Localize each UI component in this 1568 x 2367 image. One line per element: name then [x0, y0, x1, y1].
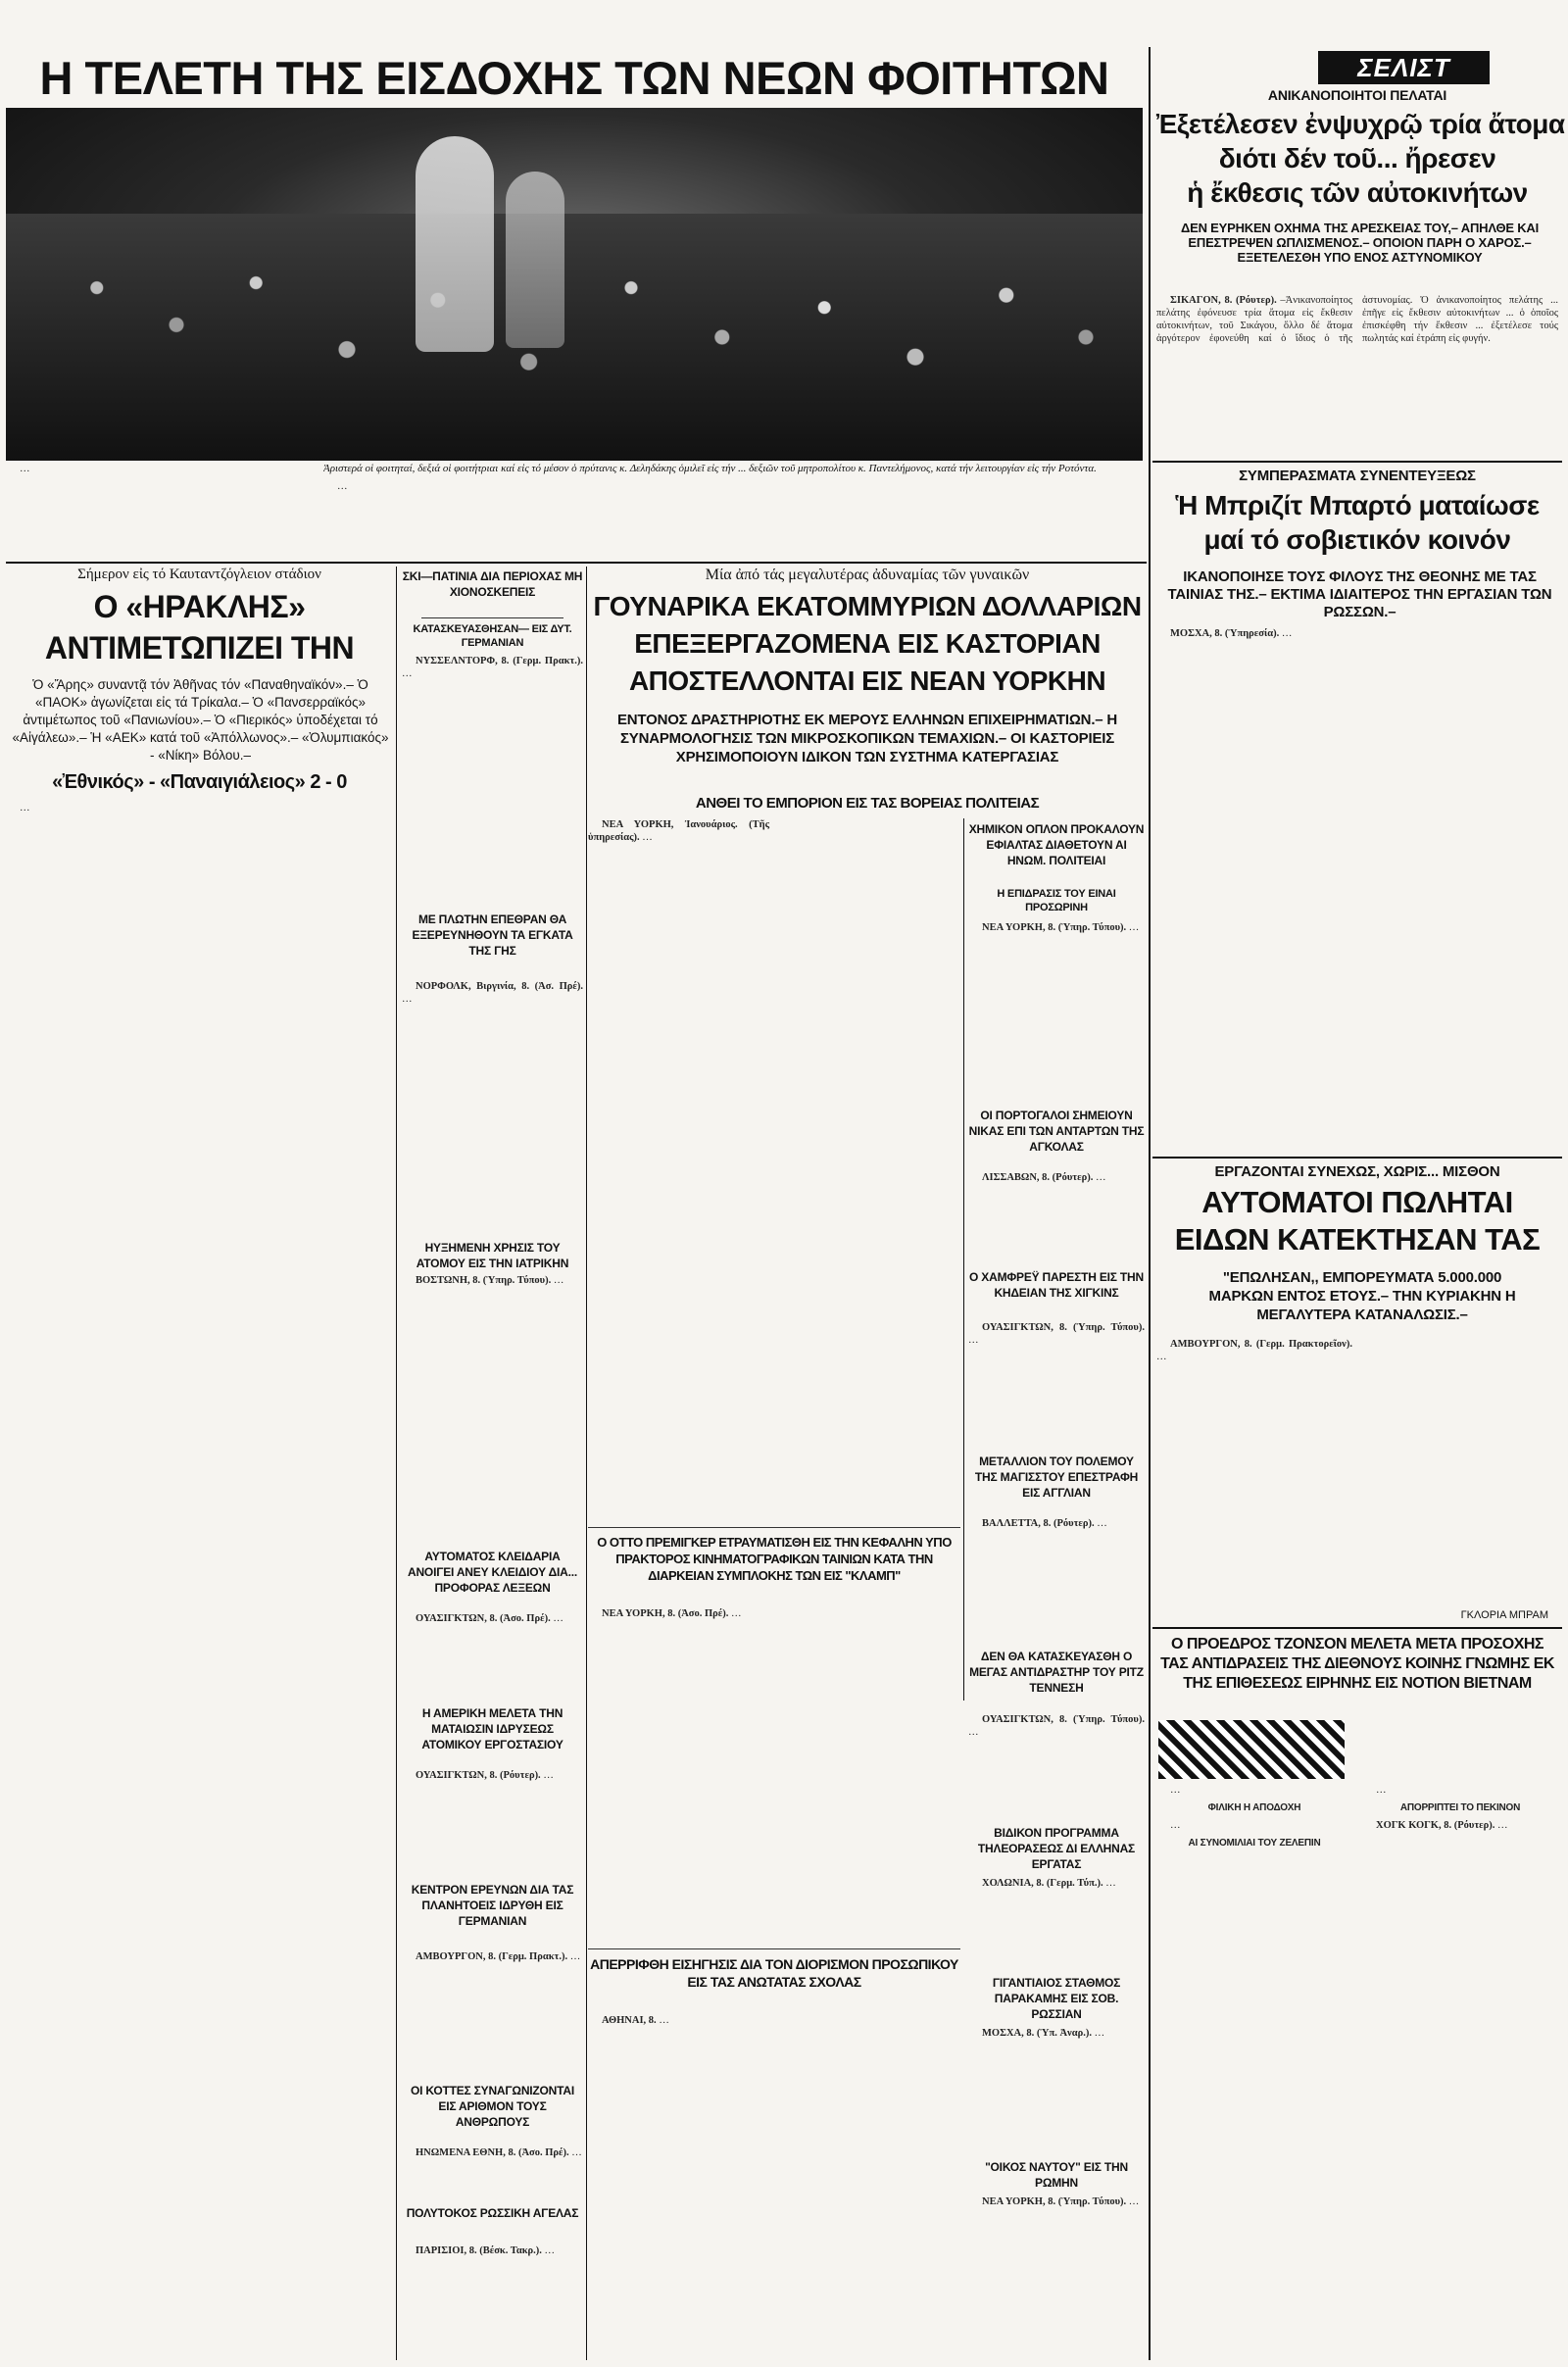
- chemical-body: ΝΕΑ ΥΟΡΚΗ, 8. (Ὑπηρ. Τύπου). …: [982, 922, 1140, 933]
- ship-body: ΝΕΑ ΥΟΡΚΗ, 8. (Ὑπηρ. Τύπου). …: [982, 2196, 1140, 2207]
- locks-headline: ΑΥΤΟΜΑΤΟΣ ΚΛΕΙΔΑΡΙΑ ΑΝΟΙΓΕΙ ΑΝΕΥ ΚΛΕΙΔΙΟΥ ΔΙΑ... ΠΡΟΦΟΡΑΣ ΛΕΞΕΩΝ: [408, 1550, 577, 1595]
- portugal-body: ΛΙΣΣΑΒΩΝ, 8. (Ρόυτερ). …: [982, 1172, 1106, 1183]
- medal-headline: ΜΕΤΑΛΛΙΟΝ ΤΟΥ ΠΟΛΕΜΟΥ ΤΗΣ ΜΑΓΙΣΣΤΟΥ ΕΠΕΣΤΡΑΦΗ ΕΙΣ ΑΓΓΛΙΑΝ: [974, 1455, 1139, 1500]
- right-divider-2: [1152, 1157, 1562, 1159]
- right-top-subhead: ΔΕΝ ΕΥΡΗΚΕΝ ΟΧΗΜΑ ΤΗΣ ΑΡΕΣΚΕΙΑΣ ΤΟΥ,– ΑΠΗΛΘΕ ΚΑΙ ΕΠΕΣΤΡΕΨΕΝ ΩΠΛΙΣΜΕΝΟΣ.– ΟΠΟΙΟΝ ΠΑΡΗ Ο ΧΑΡΟΣ.– ΕΞΕΤΕΛΕΣΘΗ ΥΠΟ ΕΝΟΣ ΑΣΤΥΝΟΜΙΚΟΥ: [1180, 221, 1540, 265]
- sports-divider: [396, 567, 397, 2360]
- ship-headline: "ΟΙΚΟΣ ΝΑΥΤΟΥ" ΕΙΣ ΤΗΝ ΡΩΜΗΝ: [985, 2160, 1128, 2190]
- ski-body: ΝΥΣΣΕΛΝΤΟΡΦ, 8. (Γερμ. Πρακτ.). …: [402, 656, 583, 679]
- ceremony-text: …: [20, 464, 30, 474]
- bees-body: ΗΝΩΜΕΝΑ ΕΘΝΗ, 8. (Ἀσο. Πρέ). …: [416, 2147, 582, 2158]
- pilot-body: ΝΟΡΦΟΛΚ, Βιργινία, 8. (Ἀσ. Πρέ). …: [402, 981, 583, 1005]
- rejection-body: ΑΘΗΝΑΙ, 8. …: [602, 2015, 669, 2026]
- ski-kicker: ΚΑΤΑΣΚΕΥΑΣΘΗΣΑΝ— ΕΙΣ ΔΥΤ. ΓΕΡΜΑΝΙΑΝ: [413, 623, 572, 649]
- photo-divider: [6, 562, 1147, 564]
- rejection-headline: ΑΠΕΡΡΙΦΘΗ ΕΙΣΗΓΗΣΙΣ ΔΙΑ ΤΟΝ ΔΙΟΡΙΣΜΟΝ ΠΡΟΣΩΠΙΚΟΥ ΕΙΣ ΤΑΣ ΑΝΩΤΑΤΑΣ ΣΧΟΛΑΣ: [590, 1956, 958, 1990]
- premier-body: ΝΕΑ ΥΟΡΚΗ, 8. (Ἀσο. Πρέ). …: [602, 1608, 742, 1619]
- sports-kicker: Σήμερον εἰς τό Καυταντζόγλειον στάδιον: [77, 567, 321, 582]
- tv-headline: ΒΙΔΙΚΟΝ ΠΡΟΓΡΑΜΜΑ ΤΗΛΕΟΡΑΣΕΩΣ ΔΙ ΕΛΛΗΝΑΣ ΕΡΓΑΤΑΣ: [977, 1826, 1136, 1871]
- section-logo: ΣΕΛΙΣΤ: [1318, 51, 1490, 84]
- sports-score-line: «Ἐθνικός» - «Παναιγιάλειος» 2 - 0: [52, 771, 347, 793]
- tennessee-body: ΟΥΑΣΙΓΚΤΩΝ, 8. (Ὑπηρ. Τύπου). …: [968, 1714, 1145, 1738]
- chemical-subhead: Η ΕΠΙΔΡΑΣΙΣ ΤΟΥ ΕΙΝΑΙ ΠΡΟΣΩΡΙΝΗ: [997, 888, 1116, 913]
- atomic-headline: Η ΑΜΕΡΙΚΗ ΜΕΛΕΤΑ ΤΗΝ ΜΑΤΑΙΩΣΙΝ ΙΔΡΥΣΕΩΣ ΑΤΟΜΙΚΟΥ ΕΡΓΟΣΤΑΣΙΟΥ: [421, 1706, 564, 1751]
- portugal-headline: ΟΙ ΠΟΡΤΟΓΑΛΟΙ ΣΗΜΕΙΟΥΝ ΝΙΚΑΣ ΕΠΙ ΤΩΝ ΑΝΤΑΡΤΩΝ ΤΗΣ ΑΓΚΟΛΑΣ: [968, 1109, 1145, 1154]
- sports-body: …: [20, 803, 30, 814]
- center-headline: ΓΟΥΝΑΡΙΚΑ ΕΚΑΤΟΜΜΥΡΙΩΝ ΔΟΛΛΑΡΙΩΝ ΕΠΕΞΕΡΓΑΖΟΜΕΝΑ ΕΙΣ ΚΑΣΤΟΡΙΑΝ ΑΠΟΣΤΕΛΛΟΝΤΑΙ ΕΙΣ ΝΕΑΝ ΥΟΡΚΗΝ: [593, 591, 1142, 696]
- right-mid-kicker: ΣΥΜΠΕΡΑΣΜΑΤΑ ΣΥΝΕΝΤΕΥΞΕΩΣ: [1239, 468, 1476, 484]
- humphrey-body: ΟΥΑΣΙΓΚΤΩΝ, 8. (Ὑπηρ. Τύπου). …: [968, 1322, 1145, 1346]
- right-top-body: ΣΙΚΑΓΟΝ, 8. (Ρόυτερ). –Ἀνικανοποίητος πελάτης ἐφόνευσε τρία ἄτομα εἰς ἔκθεσιν αὐτοκινήτων, τοῦ Σικάγου, ὅλλο δέ ἄτομα ἀργότερον ἐφονεύθη καί ὁ ἴδιος ὁ τῆς ἀστυνομίας. Ὁ ἀνικανοποίητος πελάτης ... ἐπῆγε εἰς ἔκθεσιν αὐτοκινήτων ... ὁ ὁποῖος ἐπισκέφθη τήν ἔκθεσιν ... ἐξετέλεσε τούς πωλητάς καί ἐτράπη εἰς φυγήν.: [1156, 295, 1558, 344]
- right-bottom-headline: Ο ΠΡΟΕΔΡΟΣ ΤΖΟΝΣΟΝ ΜΕΛΕΤΑ ΜΕΤΑ ΠΡΟΣΟΧΗΣ ΤΑΣ ΑΝΤΙΔΡΑΣΕΙΣ ΤΗΣ ΔΙΕΘΝΟΥΣ ΚΟΙΝΗΣ ΓΝΩΜΗΣ ΕΚ ΤΗΣ ΕΠΙΘΕΣΕΩΣ ΕΙΡΗΝΗΣ ΕΙΣ ΝΟΤΙΟΝ ΒΙΕΤΝΑΜ: [1160, 1636, 1554, 1692]
- ski-headline: ΣΚΙ—ΠΑΤΙΝΙΑ ΔΙΑ ΠΕΡΙΟΧΑΣ ΜΗ ΧΙΟΝΟΣΚΕΠΕΙΣ: [402, 569, 583, 599]
- column-divider: [1149, 47, 1151, 2360]
- narrow-divider: [586, 567, 587, 2360]
- right-top-kicker: ΑΝΙΚΑΝΟΠΟΙΗΤΟΙ ΠΕΛΑΤΑΙ: [1267, 87, 1447, 103]
- right-top-headline-1: Ἐξετέλεσεν ἐνψυχρῷ τρία ἄτομα: [1156, 109, 1565, 139]
- right-mid-body: ΜΟΣΧΑ, 8. (Ὑπηρεσία). …: [1170, 628, 1293, 639]
- sports-subhead: Ὁ «Ἄρης» συναντᾷ τόν Ἀθῆνας τόν «Παναθηναϊκόν».– Ὁ «ΠΑΟΚ» ἀγωνίζεται εἰς τά Τρίκαλα.– Ὁ «Πανσερραϊκός» ἀντιμέτωπος τοῦ «Πανιωνίου».– Ὁ «Πιερικός» ὑποδέχεται τό «Αἰγάλεω».– Ἡ «ΑΕΚ» κατά τοῦ «Ἀπόλλωνος».– «Ὀλυμπιακός» - «Νίκη» Βόλου.–: [12, 677, 389, 763]
- center-section: ΑΝΘΕΙ ΤΟ ΕΜΠΟΡΙΟΝ ΕΙΣ ΤΑΣ ΒΟΡΕΙΑΣ ΠΟΛΙΤΕΙΑΣ: [695, 795, 1040, 812]
- photo-caption: Ἀριστερά οἱ φοιτηταί, δεξιά οἱ φοιτήτριαι καί εἰς τό μέσον ὁ πρύτανις κ. Δεληδάκης ὁμιλεῖ εἰς τήν ... δεξιῶν τοῦ μητροπολίτου κ. Παντελήμονος, κατά τήν λειτουργίαν εἰς τήν Ροτόντα.: [323, 463, 1097, 474]
- center-subhead: ΕΝΤΟΝΟΣ ΔΡΑΣΤΗΡΙΟΤΗΣ ΕΚ ΜΕΡΟΥΣ ΕΛΛΗΝΩΝ ΕΠΙΧΕΙΡΗΜΑΤΙΩΝ.– Η ΣΥΝΑΡΜΟΛΟΓΗΣΙΣ ΤΩΝ ΜΙΚΡΟΣΚΟΠΙΚΩΝ ΤΕΜΑΧΙΩΝ.– ΟΙ ΚΑΣΤΟΡΙΕΙΣ ΧΡΗΣΙΜΟΠΟΙΟΥΝ ΙΔΙΚΟΝ ΤΩΝ ΣΥΣΤΗΜΑ ΚΑΤΕΡΓΑΣΙΑΣ: [616, 712, 1118, 765]
- center-sub-divider: [963, 818, 964, 1701]
- chemical-headline: ΧΗΜΙΚΟΝ ΟΠΛΟΝ ΠΡΟΚΑΛΟΥΝ ΕΦΙΑΛΤΑΣ ΔΙΑΘΕΤΟΥΝ ΑΙ ΗΝΩΜ. ΠΟΛΙΤΕΙΑΙ: [968, 822, 1145, 867]
- pilot-headline: ΜΕ ΠΛΩΤΗΝ ΕΠΕΘΡΑΝ ΘΑ ΕΞΕΡΕΥΝΗΘΟΥΝ ΤΑ ΕΓΚΑΤΑ ΤΗΣ ΓΗΣ: [412, 912, 573, 958]
- right-low-subhead: "ΕΠΩΛΗΣΑΝ,, ΕΜΠΟΡΕΥΜΑΤΑ 5.000.000 ΜΑΡΚΩΝ ΕΝΤΟΣ ΕΤΟΥΣ.– ΤΗΝ ΚΥΡΙΑΚΗΝ Η ΜΕΓΑΛΥΤΕΡΑ ΚΑΤΑΝΑΛΩΣΙΣ.–: [1208, 1269, 1516, 1323]
- right-low-signature: ΓΚΛΟΡΙΑ ΜΠΡΑΜ: [1460, 1609, 1548, 1621]
- premier-rule: [588, 1527, 960, 1528]
- right-low-body: ΑΜΒΟΥΡΓΟΝ, 8. (Γερμ. Πρακτορεῖον). …: [1156, 1339, 1352, 1362]
- ceremony-photo: [6, 108, 1143, 461]
- atomic-body: ΟΥΑΣΙΓΚΤΩΝ, 8. (Ρόυτερ). …: [416, 1770, 554, 1781]
- height-body: ΒΟΣΤΩΝΗ, 8. (Ὑπηρ. Τύπου). …: [416, 1275, 564, 1286]
- center-kicker: Μία ἀπό τάς μεγαλυτέρας ἀδυναμίας τῶν γυναικῶν: [705, 567, 1030, 583]
- rabbit-headline: ΠΟΛΥΤΟΚΟΣ ΡΩΣΣΙΚΗ ΑΓΕΛΑΣ: [406, 2206, 579, 2220]
- locks-body: ΟΥΑΣΙΓΚΤΩΝ, 8. (Ἀσο. Πρέ). …: [416, 1613, 564, 1624]
- premier-headline: Ο ΟΤΤΟ ΠΡΕΜΙΓΚΕΡ ΕΤΡΑΥΜΑΤΙΣΘΗ ΕΙΣ ΤΗΝ ΚΕΦΑΛΗΝ ΥΠΟ ΠΡΑΚΤΟΡΟΣ ΚΙΝΗΜΑΤΟΓΡΑΦΙΚΩΝ ΤΑΙΝΙΩΝ ΚΑΤΑ ΤΗΝ ΔΙΑΡΚΕΙΑΝ ΣΥΜΠΛΟΚΗΣ ΤΩΝ ΕΙΣ "ΚΛΑΜΠ": [597, 1535, 952, 1583]
- bees-headline: ΟΙ ΚΟΤΤΕΣ ΣΥΝΑΓΩΝΙΖΟΝΤΑΙ ΕΙΣ ΑΡΙΘΜΟΝ ΤΟΥΣ ΑΝΘΡΩΠΟΥΣ: [411, 2084, 574, 2129]
- right-mid-subhead: ΙΚΑΝΟΠΟΙΗΣΕ ΤΟΥΣ ΦΙΛΟΥΣ ΤΗΣ ΘΕΟΝΗΣ ΜΕ ΤΑΣ ΤΑΙΝΙΑΣ ΤΗΣ.– ΕΚΤΙΜΑ ΙΔΙΑΙΤΕΡΟΣ ΤΗΝ ΕΡΓΑΣΙΑΝ ΤΩΝ ΡΩΣΣΩΝ.–: [1167, 568, 1552, 620]
- right-divider-1: [1152, 461, 1562, 463]
- right-top-headline-2: διότι δέν τοῦ... ἤρεσεν: [1218, 143, 1496, 173]
- sports-headline: Ο «ΗΡΑΚΛΗΣ» ΑΝΤΙΜΕΤΩΠΙΖΕΙ ΤΗΝ: [44, 589, 355, 666]
- right-top-headline-3: ἡ ἔκθεσις τῶν αὐτοκινήτων: [1187, 177, 1528, 208]
- main-headline: Η ΤΕΛΕΤΗ ΤΗΣ ΕΙΣΔΟΧΗΣ ΤΩΝ ΝΕΩΝ ΦΟΙΤΗΤΩΝ: [39, 52, 1109, 104]
- ski-rule: [421, 617, 564, 618]
- ceremony-text-2: …: [337, 481, 348, 492]
- giant-body: ΜΟΣΧΑ, 8. (Ὑπ. Ἀναρ.). …: [982, 2028, 1105, 2039]
- right-divider-3: [1152, 1627, 1562, 1629]
- right-bottom-body: … ΦΙΛΙΚΗ Η ΑΠΟΔΟΧΗ … ΑΙ ΣΥΝΟΜΙΛΙΑΙ ΤΟΥ ΖΕΛΕΠΙΝ … ΑΠΟΡΡΙΠΤΕΙ ΤΟ ΠΕΚΙΝΟΝ ΧΟΓΚ ΚΟΓΚ, 8. (Ρόυτερ). …: [1170, 1785, 1521, 1849]
- right-mid-headline: Ἡ Μπριζίτ Μπαρτό ματαίωσε μαί τό σοβιετικόν κοινόν: [1175, 490, 1540, 555]
- right-low-kicker: ΕΡΓΑΖΟΝΤΑΙ ΣΥΝΕΧΩΣ, ΧΩΡΙΣ... ΜΙΣΘΟΝ: [1214, 1163, 1500, 1180]
- right-bottom-graphic: [1158, 1720, 1345, 1779]
- giant-headline: ΓΙΓΑΝΤΙΑΙΟΣ ΣΤΑΘΜΟΣ ΠΑΡΑΚΑΜΗΣ ΕΙΣ ΣΟΒ. ΡΩΣΣΙΑΝ: [992, 1976, 1121, 2021]
- humphrey-headline: Ο ΧΑΜΦΡΕΫ ΠΑΡΕΣΤΗ ΕΙΣ ΤΗΝ ΚΗΔΕΙΑΝ ΤΗΣ ΧΙΓΚΙΝΣ: [969, 1270, 1144, 1300]
- research-headline: ΚΕΝΤΡΟΝ ΕΡΕΥΝΩΝ ΔΙΑ ΤΑΣ ΠΛΑΝΗΤΟΕΙΣ ΙΔΡΥΘΗ ΕΙΣ ΓΕΡΜΑΝΙΑΝ: [411, 1883, 574, 1928]
- center-body: ΝΕΑ ΥΟΡΚΗ, Ἰανουάριος. (Τῆς ὑπηρεσίας). …: [588, 819, 769, 843]
- tv-body: ΧΟΛΩΝΙΑ, 8. (Γερμ. Τύπ.). …: [982, 1878, 1116, 1889]
- research-body: ΑΜΒΟΥΡΓΟΝ, 8. (Γερμ. Πρακτ.). …: [416, 1951, 581, 1962]
- rejection-rule: [588, 1948, 960, 1949]
- right-low-headline: ΑΥΤΟΜΑΤΟΙ ΠΩΛΗΤΑΙ ΕΙΔΩΝ ΚΑΤΕΚΤΗΣΑΝ ΤΑΣ: [1174, 1185, 1541, 1257]
- height-headline: ΗΥΞΗΜΕΝΗ ΧΡΗΣΙΣ ΤΟΥ ΑΤΟΜΟΥ ΕΙΣ ΤΗΝ ΙΑΤΡΙΚΗΝ: [416, 1241, 569, 1270]
- rabbit-body: ΠΑΡΙΣΙΟΙ, 8. (Βέσκ. Τακρ.). …: [416, 2245, 556, 2256]
- tennessee-headline: ΔΕΝ ΘΑ ΚΑΤΑΣΚΕΥΑΣΘΗ Ο ΜΕΓΑΣ ΑΝΤΙΔΡΑΣΤΗΡ ΤΟΥ ΡΙΤΖ ΤΕΝΝΕΣΗ: [969, 1650, 1144, 1695]
- medal-body: ΒΑΛΛΕΤΤΑ, 8. (Ρόυτερ). …: [982, 1518, 1107, 1529]
